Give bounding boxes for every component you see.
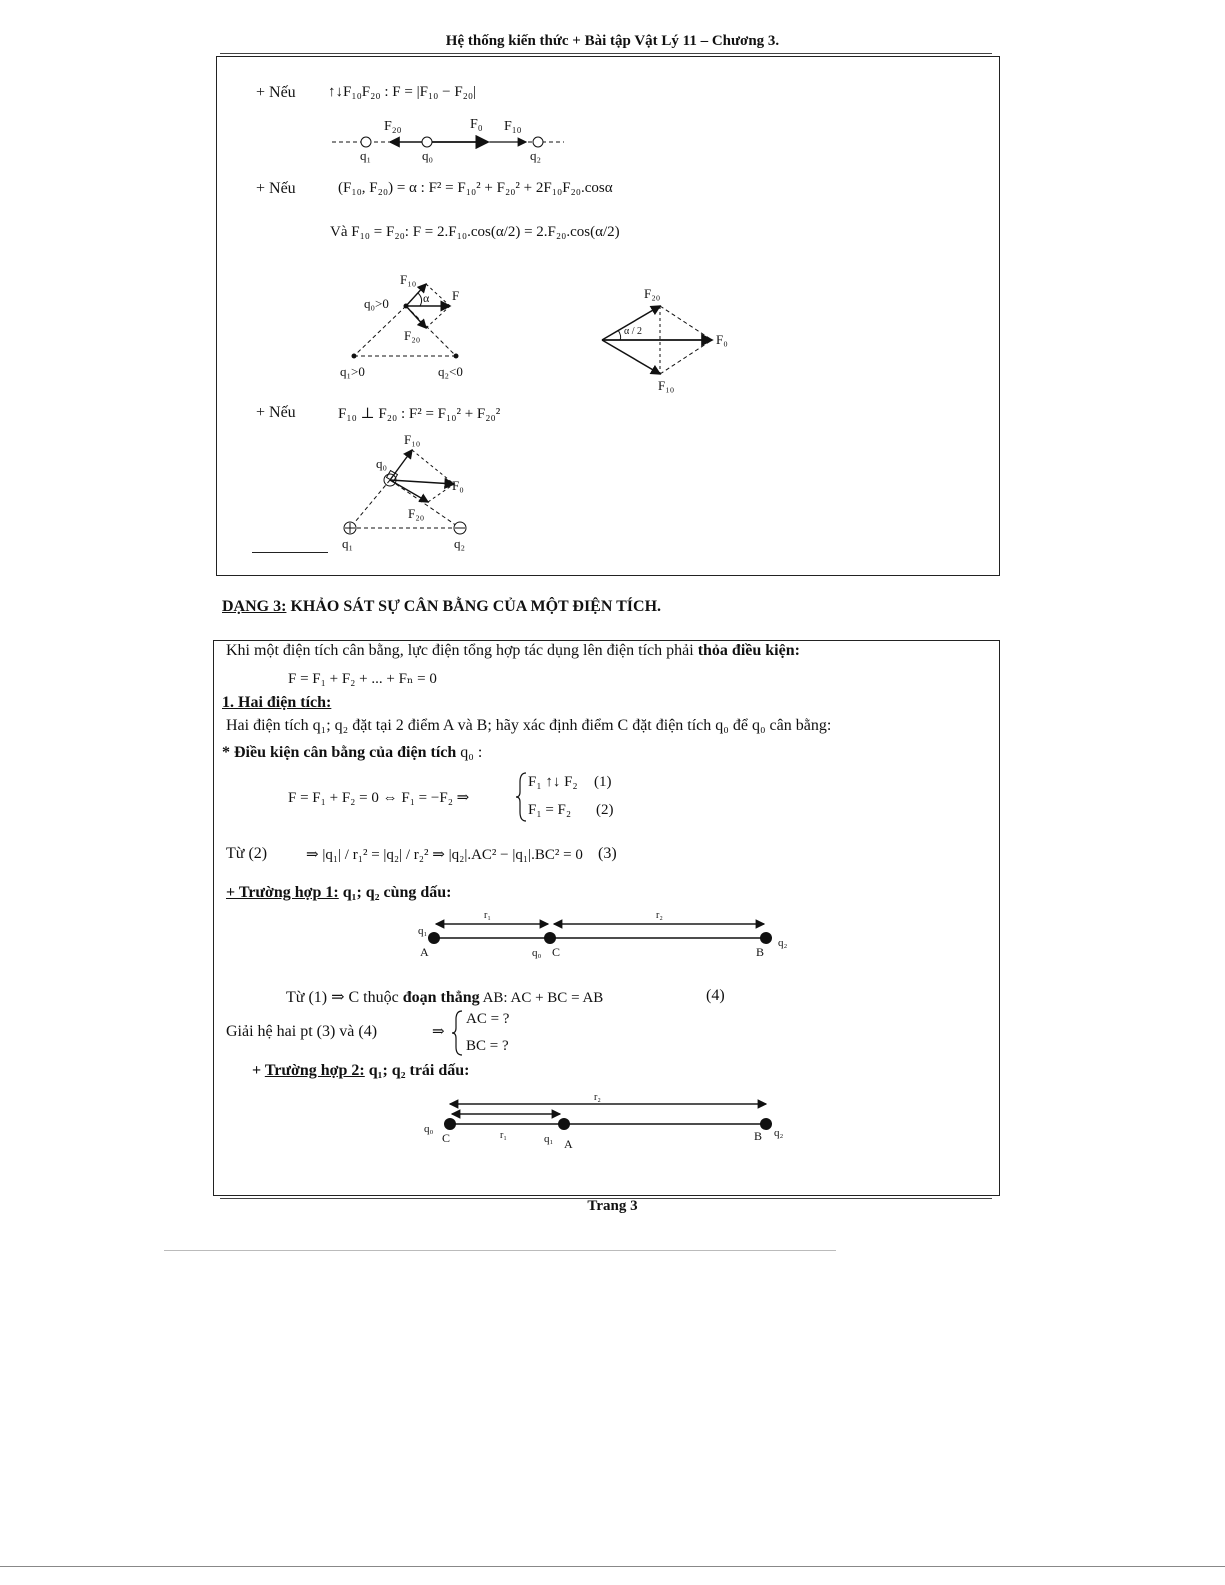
subheading-two-charges: 1. Hai điện tích: <box>222 694 332 711</box>
system-line-2-number: (2) <box>596 802 614 818</box>
solve-arrow: ⇒ <box>432 1024 445 1040</box>
tri1-f10: F₁₀ <box>400 272 417 287</box>
d1-A: A <box>420 945 429 959</box>
perpendicular-force-diagram <box>330 428 490 558</box>
solve-label: Giải hệ hai pt (3) và (4) <box>226 1023 378 1040</box>
label-f0: F₀ <box>470 117 483 132</box>
from-1-bold: đoạn thẳng <box>402 989 480 1006</box>
case3-label: + Nếu <box>256 404 296 421</box>
case2-label: + Nếu <box>256 180 296 197</box>
case1-prefix: + Trường hợp 1: <box>226 884 339 901</box>
tri2-f0: F₀ <box>452 478 464 493</box>
case1-tail: q₁; q₂ cùng dấu: <box>338 884 452 901</box>
tri1-q1: q₁>0 <box>340 364 365 379</box>
solve-bc: BC = ? <box>466 1038 509 1054</box>
page-number: Trang 3 <box>587 1198 638 1214</box>
d2-q0: q₀ <box>424 1123 434 1135</box>
case2-heading <box>252 1062 469 1080</box>
case2-tail: q₁; q₂ trái dấu: <box>364 1062 470 1079</box>
tri1-alpha: α <box>423 291 430 305</box>
d1-B: B <box>756 945 765 959</box>
d2-q1: q₁ <box>544 1133 554 1145</box>
tri2-q2: q₂ <box>454 536 466 551</box>
from-1-c: AB: AC + BC = AB <box>479 990 604 1006</box>
section-heading <box>222 598 661 616</box>
charge-q0 <box>422 137 432 147</box>
short-rule <box>252 552 328 553</box>
intro-text: Khi một điện tích cân bằng, lực điện tổng hợp tác dụng lên điện tích phải <box>226 642 698 659</box>
case1-formula: ↑↓F₁₀F₂₀ : F = |F₁₀ − F₂₀| <box>328 84 477 100</box>
case2-formula: (F₁₀, F₂₀) = α : F² = F₁₀² + F₂₀² + 2F₁₀F₂₀.cosα <box>338 180 613 196</box>
rh-f10: F₁₀ <box>658 378 675 393</box>
case3-formula: F₁₀ ⊥ F₂₀ : F² = F₁₀² + F₂₀² <box>338 406 501 422</box>
bottom-edge <box>0 1566 1225 1567</box>
system-line-2: F₁ = F₂ <box>528 802 572 818</box>
tri2-q1: q₁ <box>342 536 354 551</box>
tri2-f10: F₁₀ <box>404 432 421 447</box>
label-q1: q₁ <box>360 148 372 163</box>
label-f10: F₁₀ <box>504 119 522 134</box>
case2-equal-case: Và F₁₀ = F₂₀: F = 2.F₁₀.cos(α/2) = 2.F₂₀.cos(α/2) <box>330 224 620 240</box>
d2-A: A <box>564 1137 573 1151</box>
from-2-label: Từ (2) <box>226 845 268 862</box>
condition-line <box>222 744 482 762</box>
from-2-equation: ⇒ |q₁| / r₁² = |q₂| / r₂² ⇒ |q₂|.AC² − |q₁|.BC² = 0 <box>306 847 583 863</box>
page-header: Hệ thống kiến thức + Bài tập Vật Lý 11 – Chương 3. <box>445 33 780 49</box>
system-line-1-number: (1) <box>594 774 612 790</box>
d1-r2: r₂ <box>656 910 663 921</box>
system-line-1: F₁ ↑↓ F₂ <box>528 774 578 790</box>
case2-prefix: Trường hợp 2: <box>264 1062 365 1079</box>
header-rule <box>220 53 992 54</box>
charge-q2 <box>533 137 543 147</box>
label-q0: q₀ <box>422 148 434 163</box>
opposite-sign-diagram <box>414 1088 814 1152</box>
charge-q1 <box>361 137 371 147</box>
eq-equilibrium: F = F₁ + F₂ = 0 ⇔ F₁ = −F₂ ⇒ <box>288 790 470 806</box>
collinear-force-diagram <box>330 112 570 162</box>
tri2-f20: F₂₀ <box>408 506 425 521</box>
case1-heading <box>226 884 452 902</box>
label-q2: q₂ <box>530 148 542 163</box>
tri2-q0: q₀ <box>376 456 388 471</box>
tri1-f: F <box>452 288 460 303</box>
condition-bold: * Điều kiện cân bằng của điện tích <box>222 744 457 761</box>
d2-B: B <box>754 1129 763 1143</box>
intro-line <box>226 642 800 660</box>
from-1-line <box>286 987 603 1007</box>
d2-r1: r₁ <box>500 1130 507 1141</box>
d2-C: C <box>442 1131 451 1145</box>
page-separator <box>164 1250 836 1251</box>
intro-bold: thỏa điều kiện: <box>697 642 800 659</box>
from-1-a: Từ (1) ⇒ C thuộc <box>286 989 403 1006</box>
condition-tail: q₀ : <box>456 744 483 761</box>
d1-q0: q₀ <box>532 947 542 959</box>
eq-sum-forces: F = F₁ + F₂ + ... + Fₙ = 0 <box>288 671 437 687</box>
system-brace <box>516 772 528 822</box>
rh-half: α / 2 <box>624 326 643 337</box>
triangle-force-diagram <box>340 268 500 388</box>
from-1-number: (4) <box>706 987 725 1004</box>
two-charges-statement: Hai điện tích q₁; q₂ đặt tại 2 điểm A và B; hãy xác định điểm C đặt điện tích q₀ để q₀ cân bằng: <box>226 717 832 734</box>
rh-f20: F₂₀ <box>644 286 661 301</box>
section-prefix: DẠNG 3: <box>222 598 287 615</box>
d2-r2: r₂ <box>594 1092 601 1103</box>
d1-q1: q₁ <box>418 925 428 937</box>
same-sign-diagram <box>414 906 814 960</box>
tri1-q2: q₂<0 <box>438 364 463 379</box>
d2-q2: q₂ <box>774 1127 784 1139</box>
d1-r1: r₁ <box>484 910 491 921</box>
solve-brace <box>452 1010 464 1056</box>
case2-plus: + <box>252 1062 265 1079</box>
section-title: KHẢO SÁT SỰ CÂN BẰNG CỦA MỘT ĐIỆN TÍCH. <box>286 598 662 615</box>
solve-ac: AC = ? <box>466 1011 510 1027</box>
from-2-number: (3) <box>598 845 617 862</box>
d1-q2: q₂ <box>778 937 788 949</box>
tri1-q0: q₀>0 <box>364 296 389 311</box>
label-f20: F₂₀ <box>384 119 402 134</box>
rhombus-force-diagram <box>596 284 746 394</box>
rh-f0: F₀ <box>716 332 728 347</box>
d1-C: C <box>552 945 561 959</box>
tri1-f20: F₂₀ <box>404 328 421 343</box>
case1-label: + Nếu <box>256 84 296 101</box>
